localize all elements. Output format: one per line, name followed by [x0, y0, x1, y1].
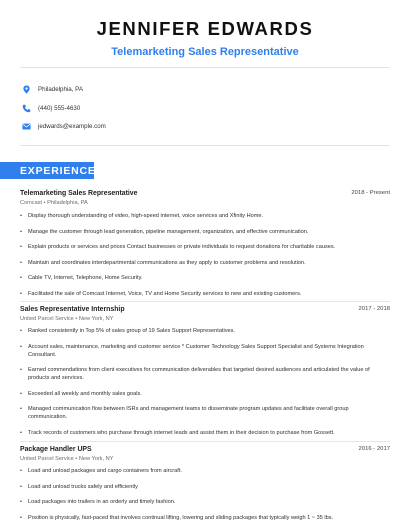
job-company: Comcast • Philadelphia, PA	[20, 200, 88, 206]
resume-header	[0, 0, 410, 58]
job-bullet: • Position is physically, fast-paced that involves continual lifting, lowering and sliding packages that typically weigh 1 ~ 35 lbs.	[28, 514, 382, 522]
job-divider	[20, 441, 390, 442]
job-dates: 2018 - Present	[351, 190, 390, 196]
contact-location	[22, 83, 222, 95]
job-company: United Parcel Service • New York, NY	[20, 456, 114, 462]
header-divider	[20, 67, 390, 68]
job-title: Package Handler UPS	[20, 446, 92, 453]
job-dates: 2016 - 2017	[358, 446, 390, 452]
job-bullet: • Account sales, maintenance, marketing and customer service * Customer Technology Sales Support Specialist and Systems Integration Consultant.	[28, 343, 382, 360]
job-company: United Parcel Service • New York, NY	[20, 316, 114, 322]
job-bullet: • Load packages into trailers in an orderly and timely fashion.	[28, 498, 382, 506]
section-heading-experience: EXPERIENCE	[0, 162, 94, 179]
job-bullet: • Track records of customers who purchase through internet leads and assist them in their decision to purchase from Gossett.	[28, 429, 382, 437]
contact-phone-text[interactable]: (440) 555-4630	[38, 104, 81, 112]
job-entry	[20, 305, 390, 323]
job-bullet: • Maintain and coordinates interdepartmental communications as they apply to customer problems and resolution.	[28, 259, 382, 267]
phone-icon	[22, 104, 31, 113]
job-bullet: • Load and unload packages and cargo containers from aircraft.	[28, 467, 382, 475]
job-bullet: • Earned commendations from client executives for communication deliverables that targeted desired audiences and articulated the value of products and services.	[28, 366, 382, 383]
job-bullet: • Managed communication flow between ISRs and management teams to disseminate program updates and facilitate overall group communication.	[28, 405, 382, 422]
job-bullet: • Exceeded all weekly and monthly sales goals.	[28, 390, 382, 398]
job-dates: 2017 - 2018	[358, 306, 390, 312]
candidate-title: Telemarketing Sales Representative	[111, 46, 299, 58]
job-bullet: • Ranked consistently in Top 5% of sales group of 19 Sales Support Representatives.	[28, 327, 382, 335]
job-bullet: • Facilitated the sale of Comcast Internet, Voice, TV and Home Security services to new and existing customers.	[28, 290, 382, 298]
contact-email[interactable]	[22, 120, 222, 132]
job-divider	[20, 301, 390, 302]
job-bullet: • Manage the customer through lead generation, pipeline management, organization, and effective communication.	[28, 228, 382, 236]
job-bullet: • Cable TV, Internet, Telephone, Home Security.	[28, 274, 382, 282]
email-icon	[22, 122, 31, 131]
contact-email-text[interactable]: jedwards@example.com	[38, 122, 106, 130]
contact-divider	[20, 145, 390, 146]
contact-phone[interactable]	[22, 102, 222, 114]
candidate-name: JENNIFER EDWARDS	[96, 18, 314, 39]
job-bullet: • Load and unload trucks safely and efficiently	[28, 483, 382, 491]
job-title: Telemarketing Sales Representative	[20, 190, 138, 197]
location-pin-icon	[22, 85, 31, 94]
contact-location-text: Philadelphia, PA	[38, 85, 83, 93]
job-entry	[20, 445, 390, 463]
job-entry	[20, 189, 390, 207]
job-title: Sales Representative Internship	[20, 306, 125, 313]
job-bullet: • Display thorough understanding of video, high-speed internet, voice services and Xfinity Home.	[28, 212, 382, 220]
job-bullet: • Explain products or services and prices Contact businesses or private individuals to request donations for charitable causes.	[28, 243, 382, 251]
